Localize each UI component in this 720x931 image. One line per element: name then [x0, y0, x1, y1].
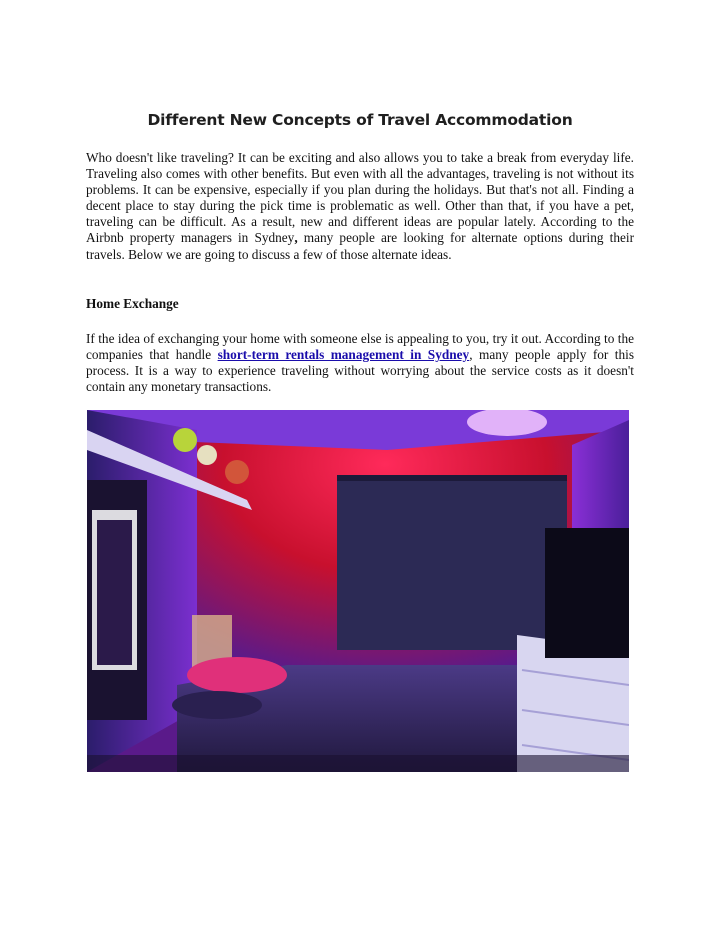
- intro-text-start: Who doesn't like traveling? It can be exciting and also allows you to take a break from everyday life. Traveling also comes with other benefits. But even with all the advantages, traveling is not without its problems. It can be expensive, especially if you plan during the holidays. But that's not all. Finding a decent place to stay during the pick time is problematic as well. Other than that, if you have a pet, traveling can be difficult. As a result, new and different ideas are popular lately. According to the Airbnb property managers in Sydney: [86, 150, 634, 246]
- rentals-management-link[interactable]: short-term rentals management in Sydney: [217, 347, 470, 363]
- document-title: Different New Concepts of Travel Accommodation: [147, 111, 573, 129]
- home-exchange-text-start: If the idea of exchanging your home with someone else is appealing to you, try it out. According to the companies that handle: [86, 331, 634, 363]
- blind-top: [337, 475, 567, 481]
- toy-green: [173, 428, 197, 452]
- section-heading: Home Exchange: [86, 296, 179, 311]
- window-blind: [337, 475, 567, 650]
- intro-paragraph: [86, 150, 634, 263]
- cabinet-inner: [97, 520, 132, 665]
- home-exchange-text-end: , many people apply for this process. It is a way to experience traveling without worrying about the service costs as it doesn't contain any monetary transactions.: [86, 347, 635, 395]
- pillow-dark: [172, 691, 262, 719]
- bedroom-photo: [87, 410, 629, 772]
- intro-text-end: many people are looking for alternate options during their travels. Below we are going to discuss a few of those alternate ideas.: [86, 230, 635, 262]
- intro-bold-comma: ,: [294, 230, 298, 246]
- floor-shadow: [87, 755, 629, 772]
- bedroom-illustration: [87, 410, 629, 772]
- pillow-pink: [187, 657, 287, 693]
- toy-white: [197, 445, 217, 465]
- tv-screen: [545, 528, 629, 658]
- toy-red: [225, 460, 249, 484]
- home-exchange-paragraph: [86, 331, 634, 395]
